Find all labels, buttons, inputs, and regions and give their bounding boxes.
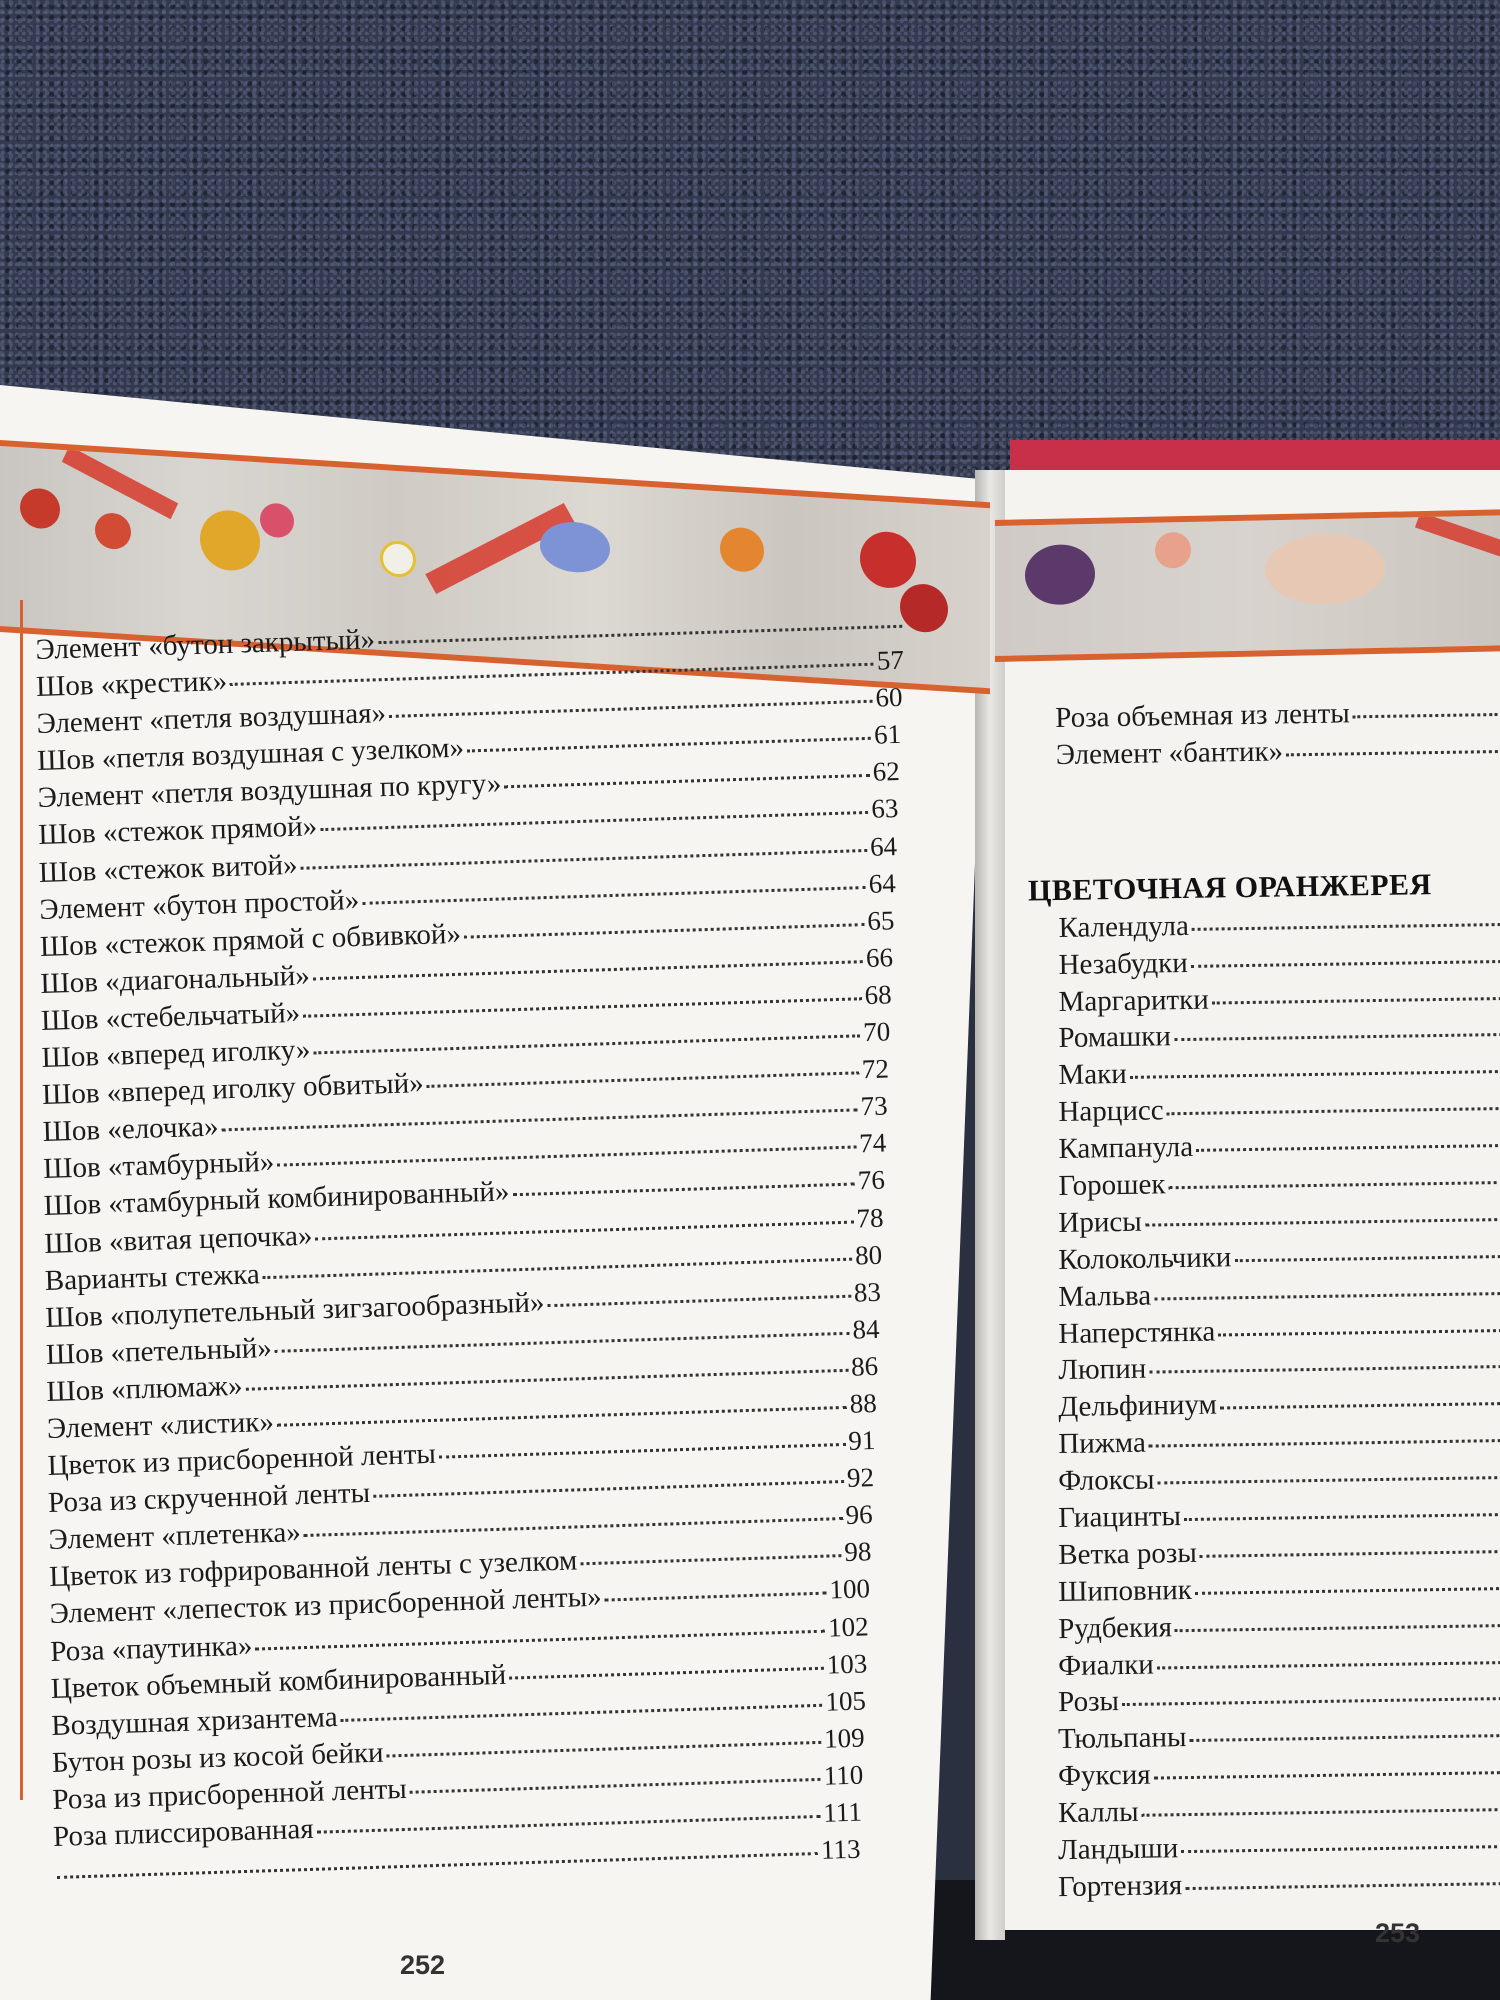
toc-entry-page: 65 xyxy=(866,904,895,936)
toc-entry xyxy=(1058,1862,1500,1906)
toc-entry-page: 57 xyxy=(876,644,905,676)
toc-leader-dots xyxy=(427,1071,859,1088)
toc-leader-dots xyxy=(301,849,868,870)
toc-leader-dots xyxy=(277,1146,856,1167)
toc-leader-dots xyxy=(1286,750,1498,756)
toc-leader-dots xyxy=(1145,1218,1500,1227)
flower-image xyxy=(540,520,610,574)
toc-leader-dots xyxy=(1353,713,1498,718)
ribbon-decoration xyxy=(1415,512,1500,556)
toc-leader-dots xyxy=(1149,1365,1500,1374)
toc-entry-title: Шов «вперед иголку» xyxy=(41,1033,311,1075)
toc-leader-dots xyxy=(303,997,862,1018)
toc-entry-title: Роза плиссированная xyxy=(52,1812,315,1854)
toc-entry-title: Ромашки xyxy=(1058,1020,1172,1055)
toc-leader-dots xyxy=(275,1332,850,1353)
toc-leader-dots xyxy=(1157,1661,1500,1670)
flower-image xyxy=(380,540,416,578)
toc-leader-dots xyxy=(509,1666,824,1679)
toc-entry-title: Каллы xyxy=(1057,1795,1139,1830)
toc-leader-dots xyxy=(1130,1070,1500,1079)
toc-leader-dots xyxy=(1192,923,1500,931)
toc-entry-title: Шов «плюмаж» xyxy=(45,1369,243,1408)
toc-entry-title: Цветок из гофрированной ленты с узелком xyxy=(48,1544,578,1594)
right-table-of-contents xyxy=(1027,693,1500,1906)
toc-entry-title: Горошек xyxy=(1058,1168,1166,1203)
toc-entry-title: Маргаритки xyxy=(1058,983,1210,1018)
toc-entry-page: 100 xyxy=(828,1573,871,1605)
toc-entry-title: Элемент «бантик» xyxy=(1055,735,1284,771)
toc-entry-title: Ветка розы xyxy=(1057,1536,1198,1571)
toc-entry-title: Шов «полупетельный зигзагообразный» xyxy=(44,1286,545,1334)
toc-entry-page: 68 xyxy=(864,979,893,1011)
toc-leader-dots xyxy=(1185,1882,1500,1890)
toc-entry-title: Шов «витая цепочка» xyxy=(43,1219,313,1260)
toc-entry-page: 92 xyxy=(846,1462,875,1494)
toc-leader-dots xyxy=(439,1443,846,1459)
toc-leader-dots xyxy=(1191,960,1500,968)
toc-entry-title: Шов «петельный» xyxy=(45,1331,273,1371)
toc-entry-title: Элемент «плетенка» xyxy=(48,1516,302,1557)
toc-leader-dots xyxy=(1218,1329,1500,1337)
toc-leader-dots xyxy=(1167,1107,1500,1115)
flower-image xyxy=(720,526,764,573)
toc-leader-dots xyxy=(320,811,868,831)
toc-entry-page: 113 xyxy=(820,1833,861,1865)
toc-leader-dots xyxy=(1149,1439,1500,1448)
toc-leader-dots xyxy=(1154,1292,1500,1301)
toc-leader-dots xyxy=(1157,1476,1500,1485)
right-page-flower-banner xyxy=(995,509,1500,662)
toc-entry-page: 64 xyxy=(869,830,898,862)
toc-entry-title: Шов «стежок витой» xyxy=(38,848,299,889)
toc-entry-title: Маки xyxy=(1058,1058,1128,1092)
toc-leader-dots xyxy=(1122,1697,1500,1706)
toc-entry-page: 96 xyxy=(845,1499,874,1531)
toc-leader-dots xyxy=(580,1554,841,1565)
toc-leader-dots xyxy=(255,1629,825,1650)
toc-entry-title: Люпин xyxy=(1058,1353,1147,1387)
left-margin-rule xyxy=(20,600,23,1800)
toc-leader-dots xyxy=(313,960,863,980)
toc-leader-dots xyxy=(1189,1734,1500,1742)
toc-entry-title: Шов «стежок прямой» xyxy=(37,810,318,852)
toc-entry-title: Рудбекия xyxy=(1057,1610,1173,1645)
toc-leader-dots xyxy=(378,625,902,644)
toc-entry-title: Бутон розы из косой бейки xyxy=(51,1736,385,1779)
toc-leader-dots xyxy=(1181,1845,1500,1853)
page-number-right: 253 xyxy=(1375,1918,1421,1948)
flower-image xyxy=(95,512,131,550)
toc-entry-page: 62 xyxy=(872,756,901,788)
toc-entry-page: 98 xyxy=(843,1536,872,1568)
toc-entry-title: Ирисы xyxy=(1058,1205,1142,1239)
toc-entry-page: 83 xyxy=(853,1276,882,1308)
toc-leader-dots xyxy=(1174,1033,1500,1041)
flower-image xyxy=(1025,544,1095,605)
toc-leader-dots xyxy=(1234,1255,1500,1262)
toc-entry-title: Воздушная хризантема xyxy=(50,1700,339,1742)
toc-entry-title: Цветок объемный комбинированный xyxy=(50,1658,507,1705)
toc-entry-title: Роза из скрученной ленты xyxy=(47,1477,371,1520)
page-number-left: 252 xyxy=(400,1950,446,1980)
toc-entry-title: Шиповник xyxy=(1057,1573,1193,1608)
toc-entry-page: 103 xyxy=(826,1648,868,1680)
toc-leader-dots xyxy=(1195,1587,1500,1595)
toc-entry-title: Варианты стежка xyxy=(44,1257,261,1297)
toc-leader-dots xyxy=(605,1592,827,1602)
toc-leader-dots xyxy=(1184,1513,1500,1521)
toc-entry-title: Элемент «лепесток из присборенной ленты» xyxy=(49,1581,603,1631)
toc-leader-dots xyxy=(1196,1144,1500,1152)
toc-entry-page: 110 xyxy=(823,1759,864,1791)
toc-leader-dots xyxy=(1142,1808,1500,1817)
toc-entry-title: Шов «тамбурный» xyxy=(42,1146,275,1186)
ribbon-decoration xyxy=(62,446,178,519)
toc-leader-dots xyxy=(464,923,865,939)
toc-leader-dots xyxy=(245,1369,848,1391)
toc-entry-title: Шов «тамбурный комбинированный» xyxy=(43,1175,510,1223)
toc-entry-title: Гортензия xyxy=(1057,1869,1183,1904)
toc-entry-title: Роза из присборенной ленты xyxy=(51,1772,408,1816)
toc-entry-title: Колокольчики xyxy=(1058,1241,1232,1276)
toc-entry-page: 70 xyxy=(862,1016,891,1048)
toc-leader-dots xyxy=(504,774,870,788)
toc-leader-dots xyxy=(362,886,866,905)
toc-leader-dots xyxy=(547,1294,851,1307)
toc-entry-title: Элемент «бутон простой» xyxy=(38,883,360,926)
flower-image xyxy=(260,502,294,538)
toc-entry-title: Элемент «петля воздушная по кругу» xyxy=(37,767,502,815)
toc-entry-page: 78 xyxy=(856,1202,884,1233)
flower-image xyxy=(1265,533,1385,606)
toc-entry-page: 73 xyxy=(860,1090,889,1122)
toc-entry-page: 88 xyxy=(849,1387,878,1419)
left-table-of-contents xyxy=(35,605,944,1893)
toc-entry-title: Роза объемная из ленты xyxy=(1055,697,1350,734)
flower-image xyxy=(200,509,260,573)
toc-entry-title: Фиалки xyxy=(1057,1648,1155,1682)
toc-entry-title: Наперстянка xyxy=(1058,1315,1216,1350)
toc-leader-dots xyxy=(1154,1771,1500,1780)
toc-leader-dots xyxy=(1212,997,1500,1005)
toc-entry-title: Шов «стежок прямой с обвивкой» xyxy=(39,917,462,963)
toc-entry-page: 105 xyxy=(824,1685,867,1717)
toc-entry-title: Ландыши xyxy=(1057,1832,1179,1867)
toc-entry-title: Мальва xyxy=(1058,1279,1152,1313)
toc-entry-page: 109 xyxy=(823,1722,866,1754)
toc-leader-dots xyxy=(467,737,871,753)
toc-leader-dots xyxy=(410,1778,821,1794)
flower-image xyxy=(900,583,948,634)
toc-entry-page: 84 xyxy=(851,1313,880,1345)
flower-image xyxy=(20,487,60,530)
toc-entry-title: Гиацинты xyxy=(1058,1500,1182,1535)
toc-entry-title: Нарцисс xyxy=(1058,1094,1164,1129)
toc-entry-page: 61 xyxy=(873,719,902,750)
toc-entry-page: 63 xyxy=(870,793,899,825)
toc-entry-page: 66 xyxy=(865,942,894,973)
toc-leader-dots xyxy=(317,1815,821,1834)
toc-entry-page: 60 xyxy=(874,681,903,713)
toc-entry-title: Шов «крестик» xyxy=(35,665,228,704)
toc-entry-title: Незабудки xyxy=(1058,946,1188,981)
toc-entry-page: 76 xyxy=(857,1164,886,1196)
toc-entry-title: Тюльпаны xyxy=(1057,1721,1187,1756)
toc-entry-page: 91 xyxy=(847,1425,876,1456)
toc-entry-title: Роза «паутинка» xyxy=(49,1629,253,1668)
toc-leader-dots xyxy=(1175,1624,1500,1632)
toc-entry-title: Элемент «бутон закрытый» xyxy=(35,623,376,666)
toc-entry-title: Цветок из присборенной ленты xyxy=(47,1437,437,1483)
toc-entry-title: Флоксы xyxy=(1058,1463,1155,1498)
toc-entry-title: Пижма xyxy=(1058,1426,1147,1461)
toc-leader-dots xyxy=(277,1406,847,1427)
toc-entry-page: 64 xyxy=(868,867,897,899)
toc-entry-page: 86 xyxy=(850,1350,879,1382)
toc-entry-title: Элемент «петля воздушная» xyxy=(36,697,387,741)
toc-entry-page: 102 xyxy=(827,1610,870,1643)
section-title: ЦВЕТОЧНАЯ ОРАНЖЕРЕЯ xyxy=(1027,867,1432,908)
toc-leader-dots xyxy=(315,1220,853,1240)
toc-leader-dots xyxy=(341,1704,823,1722)
toc-entry-title: Элемент «листик» xyxy=(46,1405,275,1445)
toc-leader-dots xyxy=(1200,1550,1500,1558)
toc-leader-dots xyxy=(263,1257,852,1279)
toc-entry-title: Дельфиниум xyxy=(1058,1388,1218,1424)
toc-entry-page: 111 xyxy=(822,1796,863,1828)
toc-leader-dots xyxy=(373,1480,844,1498)
toc-entry-title: Шов «диагональный» xyxy=(39,959,311,1000)
toc-entry-title: Розы xyxy=(1057,1685,1120,1719)
toc-entry-title: Календула xyxy=(1058,909,1190,944)
toc-leader-dots xyxy=(304,1517,843,1537)
flower-image xyxy=(1155,532,1191,569)
flower-image xyxy=(860,530,916,590)
toc-leader-dots xyxy=(1168,1181,1500,1189)
toc-entry-title: Шов «елочка» xyxy=(42,1110,219,1149)
toc-leader-dots xyxy=(387,1741,822,1758)
toc-entry-page: 80 xyxy=(854,1239,883,1271)
toc-entry-title: Кампанула xyxy=(1058,1131,1194,1166)
toc-entry-title: Шов «петля воздушная с узелком» xyxy=(36,731,465,778)
toc-leader-dots xyxy=(313,1034,860,1054)
toc-entry-title: Фуксия xyxy=(1057,1758,1151,1793)
toc-entry-page: 74 xyxy=(858,1127,887,1159)
toc-leader-dots xyxy=(1220,1402,1500,1410)
toc-entry-title: Шов «стебельчатый» xyxy=(40,996,301,1037)
toc-leader-dots xyxy=(389,700,873,718)
toc-entry-page: 72 xyxy=(861,1053,890,1085)
toc-leader-dots xyxy=(512,1183,855,1197)
toc-entry-title: Шов «вперед иголку обвитый» xyxy=(41,1067,425,1112)
